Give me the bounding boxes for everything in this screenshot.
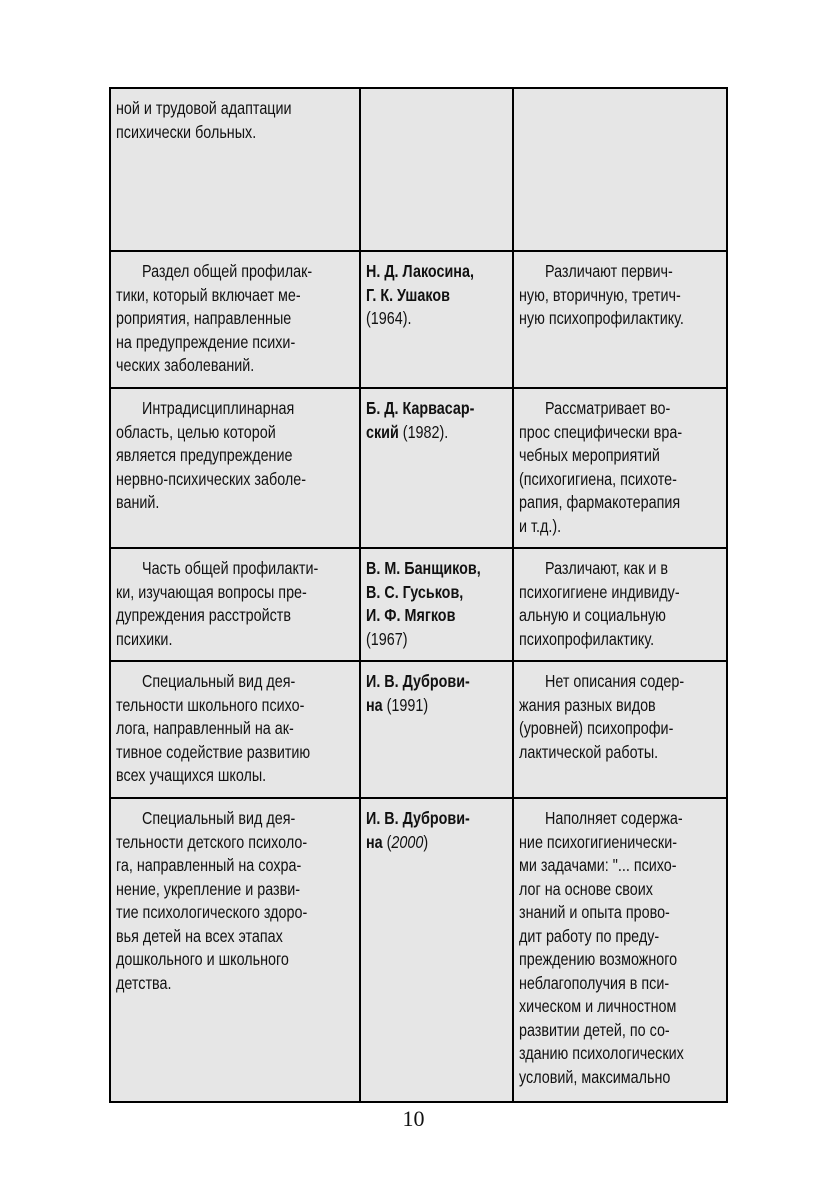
text-line <box>116 670 355 694</box>
text-line-inner <box>366 694 428 718</box>
text-segment: га, направленный на сохра- <box>116 855 302 875</box>
text-segment: является предупреждение <box>116 445 293 465</box>
text-line <box>116 901 355 925</box>
definition-cell <box>110 388 360 548</box>
text-line-inner <box>116 581 307 605</box>
text-line <box>116 807 355 831</box>
text-segment: Г. К. Ушаков <box>366 284 450 305</box>
text-line <box>366 397 508 421</box>
text-line <box>116 764 355 788</box>
text-line <box>519 397 722 421</box>
text-segment: (уровней) психопрофи- <box>519 718 674 738</box>
text-line <box>519 925 722 949</box>
text-line <box>116 972 355 996</box>
author-cell <box>360 798 513 1102</box>
text-segment: ную психопрофилактику. <box>519 308 684 328</box>
text-segment: И. В. Дуброви- <box>366 671 470 691</box>
text-line <box>116 948 355 972</box>
text-line-inner <box>519 878 653 902</box>
text-segment: В. М. Банщиков, <box>366 558 481 578</box>
text-segment: ) <box>423 831 429 852</box>
text-line-inner <box>116 741 310 765</box>
table-row <box>110 798 727 1102</box>
text-segment: дит работу по преду- <box>519 925 660 946</box>
text-segment: на предупреждение психи- <box>116 331 296 352</box>
text-line-inner <box>519 1066 670 1090</box>
text-line <box>366 557 508 581</box>
text-line <box>116 854 355 878</box>
text-segment: Раздел общей профилак- <box>142 261 313 281</box>
text-segment: преждению возможного <box>519 949 678 969</box>
text-segment: Н. Д. Лакосина, <box>366 261 474 281</box>
text-line <box>116 717 355 741</box>
content-cell <box>513 661 727 798</box>
text-line-inner <box>142 557 318 581</box>
text-line-inner <box>519 307 684 331</box>
text-line-inner <box>519 1019 670 1043</box>
text-line <box>519 1019 722 1043</box>
text-line-inner <box>116 925 283 949</box>
text-segment: Различают, как и в <box>545 558 669 578</box>
text-line <box>116 307 355 331</box>
text-line <box>519 604 722 628</box>
text-line <box>366 307 508 331</box>
text-line-inner <box>116 878 300 902</box>
text-segment: жания разных видов <box>519 694 656 715</box>
text-line-inner <box>116 972 171 996</box>
text-line <box>116 354 355 378</box>
text-line <box>366 421 508 445</box>
text-line-inner <box>116 491 159 515</box>
author-cell <box>360 548 513 661</box>
text-line-inner <box>519 831 677 855</box>
text-line-inner <box>116 831 307 855</box>
text-line <box>366 581 508 605</box>
text-line-inner <box>519 901 670 925</box>
text-line <box>519 878 722 902</box>
text-line-inner <box>519 854 677 878</box>
text-segment: прос специфически вра- <box>519 421 683 442</box>
text-line <box>366 284 508 308</box>
text-line-inner <box>366 807 470 831</box>
text-segment: ческих заболеваний. <box>116 355 255 375</box>
text-line <box>116 878 355 902</box>
text-line <box>366 260 508 284</box>
text-line <box>366 807 508 831</box>
text-segment: Нет описания содер- <box>545 671 685 691</box>
text-line-inner <box>116 764 266 788</box>
text-segment: ский <box>366 421 399 442</box>
author-cell <box>360 388 513 548</box>
text-line-inner <box>545 397 670 421</box>
text-segment: тие психологического здоро- <box>116 902 308 922</box>
text-line <box>519 581 722 605</box>
text-line-inner <box>519 515 561 539</box>
text-line-inner <box>519 694 656 718</box>
text-line <box>519 628 722 652</box>
text-line <box>116 557 355 581</box>
text-line-inner <box>519 1042 684 1066</box>
text-line-inner <box>519 421 682 445</box>
text-segment: Наполняет содержа- <box>545 808 683 828</box>
text-line-inner <box>519 972 669 996</box>
text-line <box>519 1042 722 1066</box>
text-segment: ной и трудовой адаптации <box>116 98 292 118</box>
text-segment: альную и социальную <box>519 605 666 625</box>
page-number: 10 <box>402 1106 425 1131</box>
text-line-inner <box>366 260 474 284</box>
author-cell <box>360 88 513 251</box>
text-line-inner <box>519 741 658 765</box>
text-segment: ки, изучающая вопросы пре- <box>116 581 307 602</box>
text-line <box>116 581 355 605</box>
text-segment: психогигиене индивиду- <box>519 581 680 602</box>
text-line-inner <box>519 604 666 628</box>
text-segment: И. В. Дуброви- <box>366 808 470 828</box>
text-segment: Интрадисциплинарная <box>142 398 295 418</box>
text-segment: ние психогигиенически- <box>519 831 677 852</box>
text-line-inner <box>116 284 301 308</box>
text-line <box>519 948 722 972</box>
text-segment: лог на основе своих <box>519 878 653 899</box>
text-segment: психики. <box>116 628 173 649</box>
text-line-inner <box>116 444 292 468</box>
content-cell <box>513 798 727 1102</box>
text-line <box>519 741 722 765</box>
text-line-inner <box>116 948 289 972</box>
content-cell <box>513 251 727 388</box>
content-cell <box>513 388 727 548</box>
text-line-inner <box>545 260 673 284</box>
text-line <box>519 421 722 445</box>
text-line-inner <box>116 604 291 628</box>
text-line-inner <box>519 948 677 972</box>
text-segment: на <box>366 831 383 852</box>
text-line <box>366 694 508 718</box>
text-segment: чебных мероприятий <box>519 445 660 465</box>
text-line-inner <box>519 717 673 741</box>
text-line <box>519 901 722 925</box>
text-line <box>116 421 355 445</box>
table-row <box>110 251 727 388</box>
text-line <box>366 604 508 628</box>
author-cell <box>360 661 513 798</box>
text-segment: ную, вторичную, третич- <box>519 284 681 305</box>
text-line-inner <box>519 491 680 515</box>
text-segment: Специальный вид дея- <box>142 808 296 828</box>
text-line <box>519 468 722 492</box>
text-line-inner <box>519 284 681 308</box>
text-line-inner <box>116 354 254 378</box>
text-line-inner <box>519 581 680 605</box>
text-segment: (1967) <box>366 628 408 649</box>
text-line-inner <box>366 557 481 581</box>
text-segment: Рассматривает во- <box>545 398 671 418</box>
text-line-inner <box>116 97 292 121</box>
text-line-inner <box>142 397 294 421</box>
text-segment: дошкольного и школьного <box>116 949 289 969</box>
text-line-inner <box>366 421 448 445</box>
text-segment: область, целью которой <box>116 421 276 442</box>
text-segment: Различают первич- <box>545 261 673 281</box>
text-line-inner <box>519 468 677 492</box>
text-line <box>116 331 355 355</box>
text-line-inner <box>366 397 474 421</box>
text-line-inner <box>116 854 301 878</box>
text-line <box>116 284 355 308</box>
text-line <box>116 628 355 652</box>
content-cell <box>513 88 727 251</box>
author-cell <box>360 251 513 388</box>
text-line-inner <box>116 421 276 445</box>
text-line-inner <box>545 670 684 694</box>
text-line <box>366 670 508 694</box>
text-segment: зданию психологических <box>519 1043 684 1063</box>
text-line-inner <box>116 694 304 718</box>
table-row <box>110 661 727 798</box>
text-line-inner <box>545 807 683 831</box>
text-segment: рапия, фармакотерапия <box>519 492 681 512</box>
text-line <box>519 694 722 718</box>
text-segment: нервно-психических заболе- <box>116 468 307 489</box>
text-line-inner <box>366 628 407 652</box>
text-line <box>116 925 355 949</box>
text-segment: Б. Д. Карвасар- <box>366 398 475 418</box>
text-segment: тики, который включает ме- <box>116 284 301 305</box>
text-line <box>519 515 722 539</box>
text-line <box>366 831 508 855</box>
definitions-table <box>109 87 728 1103</box>
text-segment: тивное содействие развитию <box>116 741 311 762</box>
text-line <box>519 307 722 331</box>
text-segment: условий, максимально <box>519 1066 671 1087</box>
text-line-inner <box>519 925 659 949</box>
text-segment: (1991) <box>382 694 429 715</box>
text-line <box>116 468 355 492</box>
text-line-inner <box>142 670 295 694</box>
text-line-inner <box>366 307 411 331</box>
text-line-inner <box>116 628 172 652</box>
text-line-inner <box>116 331 295 355</box>
text-line <box>519 284 722 308</box>
text-segment: ми задачами: "... психо- <box>519 855 677 875</box>
text-segment: 2000 <box>391 831 424 852</box>
text-segment: вья детей на всех этапах <box>116 925 283 946</box>
definition-cell <box>110 661 360 798</box>
text-line <box>116 444 355 468</box>
text-segment: всех учащихся школы. <box>116 765 267 785</box>
text-line <box>116 397 355 421</box>
text-line-inner <box>366 581 463 605</box>
text-line-inner <box>116 121 256 145</box>
text-line-inner <box>116 468 306 492</box>
text-line <box>519 670 722 694</box>
text-segment: В. С. Гуськов, <box>366 581 464 602</box>
text-line <box>366 628 508 652</box>
text-line <box>519 717 722 741</box>
text-line-inner <box>366 604 455 628</box>
text-segment: Специальный вид дея- <box>142 671 296 691</box>
text-line <box>116 741 355 765</box>
text-line <box>519 260 722 284</box>
text-line <box>519 557 722 581</box>
text-line-inner <box>519 628 654 652</box>
text-line-inner <box>116 901 307 925</box>
text-line <box>116 121 355 145</box>
text-segment: неблагополучия в пси- <box>519 972 670 993</box>
text-line <box>519 972 722 996</box>
text-line-inner <box>519 444 660 468</box>
text-line <box>116 694 355 718</box>
text-segment: роприятия, направленные <box>116 308 292 328</box>
text-segment: развитии детей, по со- <box>519 1019 670 1040</box>
text-line <box>116 260 355 284</box>
text-segment: лога, направленный на ак- <box>116 718 294 738</box>
text-segment: И. Ф. Мягков <box>366 605 456 625</box>
text-segment: тельности школьного психо- <box>116 694 305 715</box>
text-line <box>116 491 355 515</box>
text-line-inner <box>366 831 428 855</box>
text-segment: ( <box>382 831 392 852</box>
text-line-inner <box>142 807 295 831</box>
text-segment: тельности детского психоло- <box>116 831 308 852</box>
table-row <box>110 388 727 548</box>
text-line <box>116 604 355 628</box>
text-line-inner <box>116 307 291 331</box>
table-row <box>110 548 727 661</box>
text-segment: нение, укрепление и разви- <box>116 878 301 899</box>
definition-cell <box>110 548 360 661</box>
text-line <box>116 97 355 121</box>
definition-cell <box>110 88 360 251</box>
content-cell <box>513 548 727 661</box>
text-segment: ваний. <box>116 492 160 512</box>
table-body <box>110 88 727 1102</box>
text-line-inner <box>366 284 450 308</box>
table-row <box>110 88 727 251</box>
text-line-inner <box>545 557 668 581</box>
text-line <box>519 995 722 1019</box>
text-segment: лактической работы. <box>519 741 659 762</box>
text-line <box>519 1066 722 1090</box>
text-line-inner <box>519 995 676 1019</box>
text-segment: дупреждения расстройств <box>116 605 292 625</box>
text-segment: знаний и опыта прово- <box>519 902 670 922</box>
definition-cell <box>110 798 360 1102</box>
text-segment: на <box>366 694 383 715</box>
text-segment: (1982). <box>398 421 449 442</box>
text-line-inner <box>116 717 294 741</box>
text-segment: Часть общей профилакти- <box>142 558 319 578</box>
text-line-inner <box>142 260 312 284</box>
text-line <box>519 854 722 878</box>
text-line <box>519 831 722 855</box>
text-segment: психопрофилактику. <box>519 628 655 649</box>
text-segment: (1964). <box>366 308 412 328</box>
text-line <box>519 807 722 831</box>
text-line <box>519 491 722 515</box>
definition-cell <box>110 251 360 388</box>
text-segment: хическом и личностном <box>519 996 677 1016</box>
text-segment: (психогигиена, психоте- <box>519 468 677 489</box>
text-line <box>519 444 722 468</box>
text-line <box>116 831 355 855</box>
text-segment: и т.д.). <box>519 515 562 536</box>
text-segment: детства. <box>116 972 172 993</box>
text-segment: психически больных. <box>116 121 257 142</box>
text-line-inner <box>366 670 470 694</box>
